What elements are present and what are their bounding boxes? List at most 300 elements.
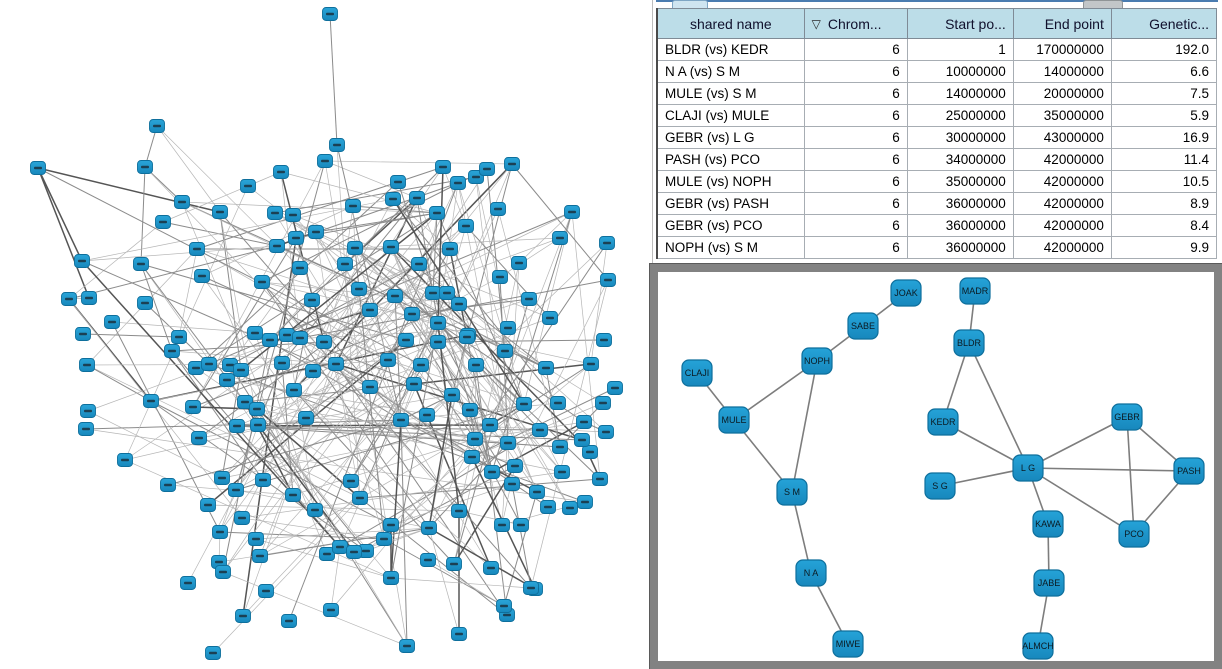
network-node[interactable] xyxy=(363,381,378,394)
node-label xyxy=(515,262,523,265)
value-cell[interactable]: 36000000 xyxy=(907,237,1013,259)
network-node[interactable] xyxy=(384,519,399,532)
network-node[interactable] xyxy=(165,345,180,358)
value-cell[interactable]: 36000000 xyxy=(907,193,1013,215)
network-node[interactable] xyxy=(522,293,537,306)
network-node[interactable] xyxy=(431,317,446,330)
shared-name-cell[interactable]: MULE (vs) NOPH xyxy=(657,171,804,193)
shared-name-cell[interactable]: GEBR (vs) PASH xyxy=(657,193,804,215)
network-node[interactable] xyxy=(553,441,568,454)
network-node[interactable] xyxy=(220,374,235,387)
network-node[interactable] xyxy=(505,478,520,491)
value-cell[interactable]: 11.4 xyxy=(1111,149,1216,171)
network-node[interactable] xyxy=(469,359,484,372)
filter-icon[interactable]: ▽ xyxy=(811,16,821,31)
node-label xyxy=(332,363,340,366)
network-node[interactable] xyxy=(512,257,527,270)
graph-node-pco[interactable] xyxy=(1119,521,1149,547)
network-node[interactable] xyxy=(181,577,196,590)
value-cell[interactable]: 8.9 xyxy=(1111,193,1216,215)
network-node[interactable] xyxy=(530,486,545,499)
network-node[interactable] xyxy=(156,216,171,229)
network-node[interactable] xyxy=(501,437,516,450)
network-node[interactable] xyxy=(241,180,256,193)
network-node[interactable] xyxy=(190,243,205,256)
graph-node-almch[interactable] xyxy=(1022,633,1054,659)
node-label xyxy=(283,334,291,337)
network-node[interactable] xyxy=(421,554,436,567)
shared-name-cell[interactable]: BLDR (vs) KEDR xyxy=(657,39,804,61)
node-label xyxy=(195,437,203,440)
value-cell[interactable]: 34000000 xyxy=(907,149,1013,171)
network-node[interactable] xyxy=(480,163,495,176)
node-label xyxy=(500,605,508,608)
network-node[interactable] xyxy=(268,207,283,220)
network-node[interactable] xyxy=(138,161,153,174)
network-node[interactable] xyxy=(485,466,500,479)
graph-node-noph[interactable] xyxy=(802,348,832,374)
network-node[interactable] xyxy=(317,336,332,349)
network-node[interactable] xyxy=(491,203,506,216)
network-node[interactable] xyxy=(175,196,190,209)
node-label: CLAJI xyxy=(684,368,710,378)
node-label xyxy=(79,333,87,336)
network-node[interactable] xyxy=(287,384,302,397)
network-node[interactable] xyxy=(608,382,623,395)
value-cell[interactable]: 7.5 xyxy=(1111,83,1216,105)
node-label xyxy=(244,185,252,188)
node-label xyxy=(433,212,441,215)
network-node[interactable] xyxy=(249,533,264,546)
node-label xyxy=(141,166,149,169)
value-cell[interactable]: 42000000 xyxy=(1013,215,1111,237)
node-label xyxy=(504,327,512,330)
network-node[interactable] xyxy=(497,600,512,613)
node-label xyxy=(417,364,425,367)
network-node[interactable] xyxy=(82,292,97,305)
value-cell[interactable]: 42000000 xyxy=(1013,171,1111,193)
value-cell[interactable]: 6 xyxy=(804,61,907,83)
network-node[interactable] xyxy=(451,177,466,190)
network-node[interactable] xyxy=(597,334,612,347)
network-node[interactable] xyxy=(391,176,406,189)
network-node[interactable] xyxy=(465,451,480,464)
network-node[interactable] xyxy=(282,615,297,628)
network-node[interactable] xyxy=(195,270,210,283)
network-node[interactable] xyxy=(118,454,133,467)
network-node[interactable] xyxy=(150,120,165,133)
network-node[interactable] xyxy=(517,398,532,411)
graph-node-sg[interactable] xyxy=(925,473,955,499)
node-label xyxy=(454,182,462,185)
graph-node-joak[interactable] xyxy=(891,280,921,306)
network-node[interactable] xyxy=(386,193,401,206)
network-node[interactable] xyxy=(483,419,498,432)
network-node[interactable] xyxy=(318,155,333,168)
column-header-start-po---[interactable]: Start po... xyxy=(907,9,1013,39)
node-label xyxy=(216,211,224,214)
network-node[interactable] xyxy=(468,433,483,446)
value-cell[interactable]: 6 xyxy=(804,215,907,237)
node-label xyxy=(425,527,433,530)
network-node[interactable] xyxy=(352,283,367,296)
shared-name-cell[interactable]: GEBR (vs) L G xyxy=(657,127,804,149)
network-node[interactable] xyxy=(309,226,324,239)
graph-node-claji[interactable] xyxy=(682,360,712,386)
table-row[interactable] xyxy=(657,171,1217,193)
network-node[interactable] xyxy=(533,424,548,437)
network-node[interactable] xyxy=(323,8,338,21)
network-node[interactable] xyxy=(215,472,230,485)
network-node[interactable] xyxy=(161,479,176,492)
network-node[interactable] xyxy=(505,158,520,171)
network-node[interactable] xyxy=(443,243,458,256)
table-row[interactable] xyxy=(657,149,1217,171)
node-label xyxy=(350,551,358,554)
network-node[interactable] xyxy=(213,206,228,219)
network-node[interactable] xyxy=(452,298,467,311)
graph-node-pash[interactable] xyxy=(1174,458,1204,484)
node-label xyxy=(219,571,227,574)
value-cell[interactable]: 16.9 xyxy=(1111,127,1216,149)
value-cell[interactable]: 1 xyxy=(907,39,1013,61)
network-node[interactable] xyxy=(255,276,270,289)
network-node[interactable] xyxy=(62,293,77,306)
network-node[interactable] xyxy=(578,496,593,509)
value-cell[interactable]: 6.6 xyxy=(1111,61,1216,83)
network-node[interactable] xyxy=(105,316,120,329)
network-node[interactable] xyxy=(422,522,437,535)
network-edge xyxy=(429,528,535,589)
column-header-end-point[interactable]: End point xyxy=(1013,9,1111,39)
subnetwork-edge-GEBR-PCO[interactable] xyxy=(1127,417,1134,534)
column-header-shared-name[interactable]: shared name xyxy=(657,9,804,39)
network-node[interactable] xyxy=(600,237,615,250)
value-cell[interactable]: 5.9 xyxy=(1111,105,1216,127)
value-cell[interactable]: 20000000 xyxy=(1013,83,1111,105)
network-node[interactable] xyxy=(347,546,362,559)
node-label: MIWE xyxy=(835,639,861,649)
value-cell[interactable]: 6 xyxy=(804,149,907,171)
node-label xyxy=(253,408,261,411)
graph-node-jabe[interactable] xyxy=(1034,570,1064,596)
table-row[interactable] xyxy=(657,127,1217,149)
node-label xyxy=(362,550,370,553)
network-node[interactable] xyxy=(353,492,368,505)
network-node[interactable] xyxy=(436,161,451,174)
network-node[interactable] xyxy=(75,255,90,268)
network-node[interactable] xyxy=(363,304,378,317)
graph-node-na[interactable] xyxy=(796,560,826,586)
value-cell[interactable]: 42000000 xyxy=(1013,237,1111,259)
node-label xyxy=(333,144,341,147)
node-label xyxy=(205,363,213,366)
value-cell[interactable]: 6 xyxy=(804,171,907,193)
network-node[interactable] xyxy=(230,420,245,433)
value-cell[interactable]: 6 xyxy=(804,105,907,127)
graph-node-lg[interactable] xyxy=(1013,455,1043,481)
network-node[interactable] xyxy=(459,220,474,233)
network-node[interactable] xyxy=(596,397,611,410)
network-node[interactable] xyxy=(575,434,590,447)
network-node[interactable] xyxy=(256,474,271,487)
node-label xyxy=(292,237,300,240)
network-node[interactable] xyxy=(259,585,274,598)
network-node[interactable] xyxy=(463,404,478,417)
column-header-chrom---[interactable]: ▽ Chrom... xyxy=(804,9,907,39)
network-node[interactable] xyxy=(553,232,568,245)
node-label xyxy=(596,478,604,481)
subnetwork-edge-NOPH-SM[interactable] xyxy=(792,361,817,492)
network-node[interactable] xyxy=(76,328,91,341)
node-label xyxy=(423,414,431,417)
graph-node-bldr[interactable] xyxy=(954,330,984,356)
network-node[interactable] xyxy=(299,412,314,425)
node-label xyxy=(586,451,594,454)
network-node[interactable] xyxy=(551,397,566,410)
graph-node-gebr[interactable] xyxy=(1112,404,1142,430)
network-node[interactable] xyxy=(399,334,414,347)
network-node[interactable] xyxy=(412,258,427,271)
network-node[interactable] xyxy=(388,290,403,303)
network-node[interactable] xyxy=(377,533,392,546)
graph-node-sm[interactable] xyxy=(777,479,807,505)
graph-node-sabe[interactable] xyxy=(848,313,878,339)
subnetwork-edge-LG-PASH[interactable] xyxy=(1028,468,1189,471)
shared-name-cell[interactable]: N A (vs) S M xyxy=(657,61,804,83)
node-label xyxy=(387,577,395,580)
shared-name-cell[interactable]: NOPH (vs) S M xyxy=(657,237,804,259)
network-node[interactable] xyxy=(234,364,249,377)
value-cell[interactable]: 6 xyxy=(804,83,907,105)
shared-name-cell[interactable]: PASH (vs) PCO xyxy=(657,149,804,171)
network-node[interactable] xyxy=(400,640,415,653)
network-node[interactable] xyxy=(144,395,159,408)
subnetwork-canvas[interactable] xyxy=(658,272,1214,661)
network-node[interactable] xyxy=(431,336,446,349)
network-node[interactable] xyxy=(452,505,467,518)
value-cell[interactable]: 10000000 xyxy=(907,61,1013,83)
graph-node-mule[interactable] xyxy=(719,407,749,433)
value-cell[interactable]: 25000000 xyxy=(907,105,1013,127)
node-label xyxy=(216,531,224,534)
network-edge xyxy=(458,183,524,404)
network-node[interactable] xyxy=(484,562,499,575)
graph-node-madr[interactable] xyxy=(960,278,990,304)
column-header-genetic---[interactable]: Genetic... xyxy=(1111,9,1216,39)
network-node[interactable] xyxy=(555,466,570,479)
network-edge xyxy=(223,572,407,646)
network-node[interactable] xyxy=(584,358,599,371)
network-node[interactable] xyxy=(293,332,308,345)
network-node[interactable] xyxy=(216,566,231,579)
value-cell[interactable]: 6 xyxy=(804,193,907,215)
network-node[interactable] xyxy=(348,242,363,255)
network-node[interactable] xyxy=(229,484,244,497)
shared-name-cell[interactable]: GEBR (vs) PCO xyxy=(657,215,804,237)
value-cell[interactable]: 42000000 xyxy=(1013,149,1111,171)
network-node[interactable] xyxy=(394,414,409,427)
network-node[interactable] xyxy=(460,331,475,344)
network-node[interactable] xyxy=(430,207,445,220)
value-cell[interactable]: 170000000 xyxy=(1013,39,1111,61)
node-label xyxy=(258,281,266,284)
network-node[interactable] xyxy=(501,322,516,335)
network-node[interactable] xyxy=(410,192,425,205)
network-node[interactable] xyxy=(248,327,263,340)
network-node[interactable] xyxy=(565,206,580,219)
graph-node-kawa[interactable] xyxy=(1033,511,1063,537)
network-node[interactable] xyxy=(192,432,207,445)
table-row[interactable] xyxy=(657,83,1217,105)
shared-name-cell[interactable]: CLAJI (vs) MULE xyxy=(657,105,804,127)
network-node[interactable] xyxy=(493,271,508,284)
value-cell[interactable]: 192.0 xyxy=(1111,39,1216,61)
network-node[interactable] xyxy=(293,262,308,275)
value-cell[interactable]: 6 xyxy=(804,127,907,149)
network-node[interactable] xyxy=(541,501,556,514)
network-node[interactable] xyxy=(289,232,304,245)
table-row[interactable] xyxy=(657,105,1217,127)
node-label: GEBR xyxy=(1114,412,1140,422)
network-node[interactable] xyxy=(414,359,429,372)
value-cell[interactable]: 36000000 xyxy=(907,215,1013,237)
network-node[interactable] xyxy=(31,162,46,175)
graph-node-kedr[interactable] xyxy=(928,409,958,435)
node-label xyxy=(215,561,223,564)
node-label xyxy=(175,336,183,339)
network-node[interactable] xyxy=(250,403,265,416)
network-node[interactable] xyxy=(235,512,250,525)
network-node[interactable] xyxy=(274,166,289,179)
network-node[interactable] xyxy=(306,365,321,378)
shared-name-cell[interactable]: MULE (vs) S M xyxy=(657,83,804,105)
network-node[interactable] xyxy=(172,331,187,344)
network-node[interactable] xyxy=(286,209,301,222)
network-node[interactable] xyxy=(201,499,216,512)
network-node[interactable] xyxy=(305,294,320,307)
network-node[interactable] xyxy=(514,519,529,532)
node-label xyxy=(83,364,91,367)
node-label xyxy=(450,563,458,566)
node-label: BLDR xyxy=(956,338,982,348)
network-node[interactable] xyxy=(202,358,217,371)
network-node[interactable] xyxy=(445,389,460,402)
network-node[interactable] xyxy=(344,475,359,488)
value-cell[interactable]: 9.9 xyxy=(1111,237,1216,259)
network-node[interactable] xyxy=(381,354,396,367)
network-node[interactable] xyxy=(346,200,361,213)
network-node[interactable] xyxy=(213,526,228,539)
network-node[interactable] xyxy=(426,287,441,300)
node-label xyxy=(347,480,355,483)
value-cell[interactable]: 6 xyxy=(804,39,907,61)
network-node[interactable] xyxy=(524,582,539,595)
network-node[interactable] xyxy=(599,426,614,439)
node-label: PCO xyxy=(1124,529,1144,539)
value-cell[interactable]: 6 xyxy=(804,237,907,259)
network-node[interactable] xyxy=(593,473,608,486)
network-node[interactable] xyxy=(81,405,96,418)
network-node[interactable] xyxy=(384,572,399,585)
network-node[interactable] xyxy=(329,358,344,371)
value-cell[interactable]: 42000000 xyxy=(1013,193,1111,215)
node-label xyxy=(271,212,279,215)
network-node[interactable] xyxy=(286,489,301,502)
network-node[interactable] xyxy=(420,409,435,422)
table-row[interactable] xyxy=(657,61,1217,83)
network-node[interactable] xyxy=(539,362,554,375)
value-cell[interactable]: 30000000 xyxy=(907,127,1013,149)
network-node[interactable] xyxy=(275,357,290,370)
value-cell[interactable]: 43000000 xyxy=(1013,127,1111,149)
value-cell[interactable]: 35000000 xyxy=(1013,105,1111,127)
network-node[interactable] xyxy=(236,610,251,623)
network-edge xyxy=(401,420,407,646)
node-label xyxy=(611,387,619,390)
graph-node-miwe[interactable] xyxy=(833,631,863,657)
network-node[interactable] xyxy=(440,287,455,300)
network-node[interactable] xyxy=(134,258,149,271)
network-node[interactable] xyxy=(324,604,339,617)
node-label xyxy=(462,225,470,228)
value-cell[interactable]: 35000000 xyxy=(907,171,1013,193)
network-node[interactable] xyxy=(407,378,422,391)
value-cell[interactable]: 8.4 xyxy=(1111,215,1216,237)
node-label xyxy=(153,125,161,128)
value-cell[interactable]: 14000000 xyxy=(1013,61,1111,83)
node-label xyxy=(277,171,285,174)
network-node[interactable] xyxy=(253,550,268,563)
network-node[interactable] xyxy=(577,416,592,429)
subnetwork-edges xyxy=(697,291,1189,646)
network-node[interactable] xyxy=(384,241,399,254)
network-node[interactable] xyxy=(495,519,510,532)
network-node[interactable] xyxy=(333,541,348,554)
table-row[interactable] xyxy=(657,193,1217,215)
network-node[interactable] xyxy=(80,359,95,372)
network-node[interactable] xyxy=(508,460,523,473)
network-node[interactable] xyxy=(251,419,266,432)
network-node[interactable] xyxy=(452,628,467,641)
value-cell[interactable]: 14000000 xyxy=(907,83,1013,105)
node-label xyxy=(84,410,92,413)
network-node[interactable] xyxy=(563,502,578,515)
network-node[interactable] xyxy=(405,308,420,321)
network-node[interactable] xyxy=(601,274,616,287)
table-row[interactable] xyxy=(657,215,1217,237)
network-node[interactable] xyxy=(330,139,345,152)
network-node[interactable] xyxy=(79,423,94,436)
node-label xyxy=(226,364,234,367)
network-node[interactable] xyxy=(186,401,201,414)
network-node[interactable] xyxy=(338,258,353,271)
table-row[interactable] xyxy=(657,39,1217,61)
network-node[interactable] xyxy=(583,446,598,459)
network-node[interactable] xyxy=(498,345,513,358)
network-node[interactable] xyxy=(206,647,221,660)
value-cell[interactable]: 10.5 xyxy=(1111,171,1216,193)
network-node[interactable] xyxy=(543,312,558,325)
network-node[interactable] xyxy=(263,334,278,347)
node-label xyxy=(147,400,155,403)
table-row[interactable] xyxy=(657,237,1217,259)
subnetwork-edge-BLDR-LG[interactable] xyxy=(969,343,1028,468)
network-node[interactable] xyxy=(138,297,153,310)
network-node[interactable] xyxy=(270,240,285,253)
network-node[interactable] xyxy=(308,504,323,517)
network-node[interactable] xyxy=(447,558,462,571)
